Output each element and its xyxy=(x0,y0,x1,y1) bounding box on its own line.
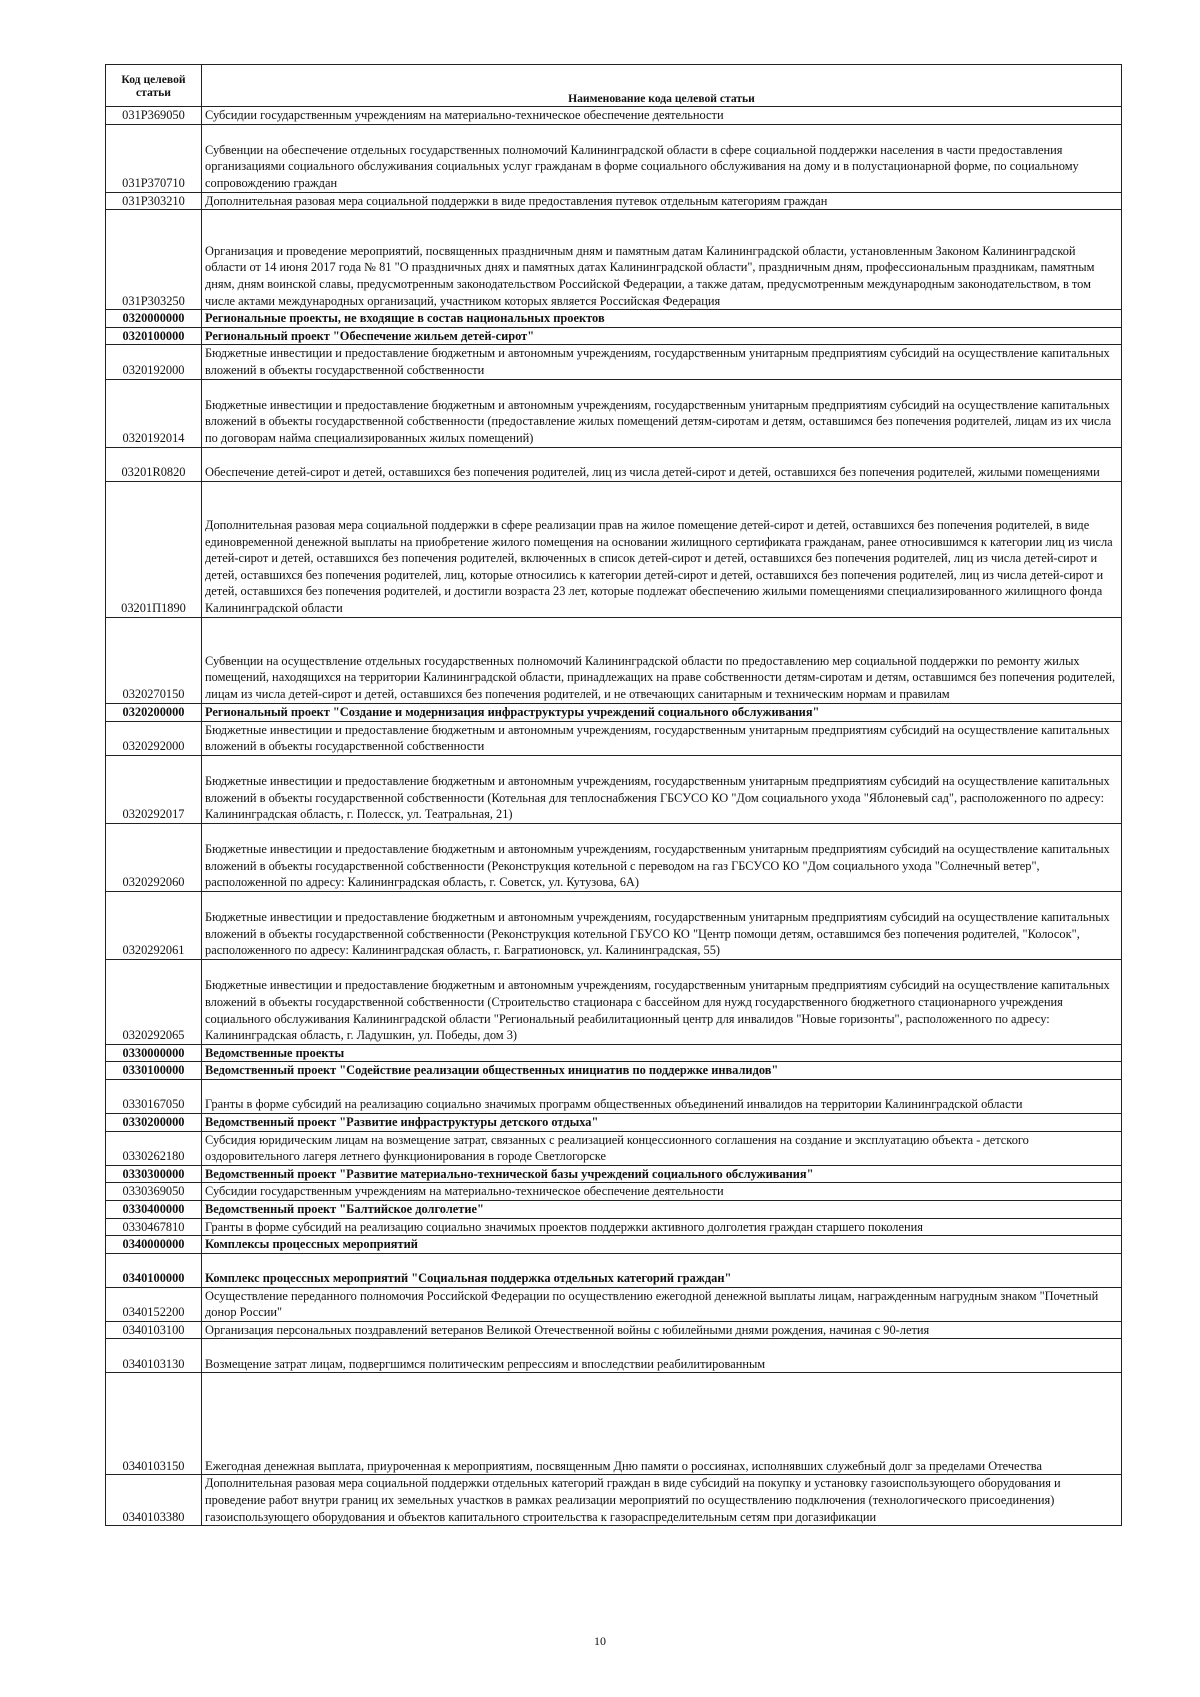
table-row xyxy=(106,1044,1122,1062)
table-row xyxy=(106,755,1122,823)
table-row xyxy=(106,1165,1122,1183)
table-row xyxy=(106,124,1122,192)
table-row xyxy=(106,447,1122,481)
table-row xyxy=(106,310,1122,328)
table-row xyxy=(106,192,1122,210)
row-code-cell: 0330400000 xyxy=(106,1200,202,1218)
row-code-cell: 03201П1890 xyxy=(106,481,202,617)
table-row xyxy=(106,617,1122,703)
row-code-cell: 0340000000 xyxy=(106,1236,202,1254)
row-name-cell: Организация персональных поздравлений ветеранов Великой Отечественной войны с юбилейными днями рождения, начиная с 90-летия xyxy=(202,1321,1122,1339)
row-name-cell: Ведомственный проект "Развитие инфраструктуры детского отдыха" xyxy=(202,1113,1122,1131)
row-name-cell: Субвенции на обеспечение отдельных государственных полномочий Калининградской области в сфере социальной поддержки населения в части предоставления организациями социального обслуживания социальных услуг гражданам в форме социального обслуживания на дому и в полустационарной форме, по социальному сопровождению граждан xyxy=(202,124,1122,192)
row-code-cell: 0330467810 xyxy=(106,1218,202,1236)
row-code-cell: 0330262180 xyxy=(106,1131,202,1165)
row-name-cell: Гранты в форме субсидий на реализацию социально значимых проектов поддержки активного долголетия граждан старшего поколения xyxy=(202,1218,1122,1236)
table-row xyxy=(106,327,1122,345)
row-code-cell: 0330100000 xyxy=(106,1062,202,1080)
row-name-cell: Региональные проекты, не входящие в состав национальных проектов xyxy=(202,310,1122,328)
table-row xyxy=(106,1475,1122,1526)
row-code-cell: 031P369050 xyxy=(106,107,202,125)
table-row xyxy=(106,1339,1122,1373)
table-row xyxy=(106,959,1122,1044)
row-code-cell: 031P303210 xyxy=(106,192,202,210)
table-row xyxy=(106,1253,1122,1287)
row-code-cell: 0320270150 xyxy=(106,617,202,703)
row-name-cell: Бюджетные инвестиции и предоставление бюджетным и автономным учреждениям, государственным унитарным предприятиям субсидий на осуществление капитальных вложений в объекты государственной собственности (Строительство стационара с бассейном для нужд государственного бюджетного стационарного учреждения социального обслуживания Калининградской области "Региональный реабилитационный центр для инвалидов "Новые горизонты", расположенного по адресу: Калининградская область, г. Ладушкин, ул. Победы, дом 3) xyxy=(202,959,1122,1044)
row-name-cell: Бюджетные инвестиции и предоставление бюджетным и автономным учреждениям, государственным унитарным предприятиям субсидий на осуществление капитальных вложений в объекты государственной собственности (Реконструкция котельной с переводом на газ ГБСУСО КО "Дом социального ухода "Солнечный ветер", расположенной по адресу: Калининградская область, г. Советск, ул. Кутузова, 6А) xyxy=(202,823,1122,891)
table-header-row xyxy=(106,65,1122,107)
row-name-cell: Региональный проект "Создание и модернизация инфраструктуры учреждений социального обслуживания" xyxy=(202,703,1122,721)
table-row xyxy=(106,721,1122,755)
row-name-cell: Обеспечение детей-сирот и детей, оставшихся без попечения родителей, лиц из числа детей-сирот и детей, оставшихся без попечения родителей, жилыми помещениями xyxy=(202,447,1122,481)
row-name-cell: Субсидии государственным учреждениям на материально-техническое обеспечение деятельности xyxy=(202,107,1122,125)
table-row xyxy=(106,1183,1122,1201)
row-code-cell: 0340103100 xyxy=(106,1321,202,1339)
table-row xyxy=(106,1062,1122,1080)
row-code-cell: 0320292017 xyxy=(106,755,202,823)
row-name-cell: Ведомственный проект "Развитие материально-технической базы учреждений социального обслуживания" xyxy=(202,1165,1122,1183)
row-code-cell: 0330369050 xyxy=(106,1183,202,1201)
table-row xyxy=(106,210,1122,310)
table-row xyxy=(106,703,1122,721)
row-name-cell: Возмещение затрат лицам, подвергшимся политическим репрессиям и впоследствии реабилитированным xyxy=(202,1339,1122,1373)
target-article-codes-table xyxy=(105,64,1122,1526)
row-code-cell: 0340103380 xyxy=(106,1475,202,1526)
row-code-cell: 0320192014 xyxy=(106,379,202,447)
table-row xyxy=(106,481,1122,617)
row-name-cell: Ведомственный проект "Содействие реализации общественных инициатив по поддержке инвалидов" xyxy=(202,1062,1122,1080)
table-row xyxy=(106,107,1122,125)
row-code-cell: 0320292065 xyxy=(106,959,202,1044)
table-row xyxy=(106,1321,1122,1339)
row-name-cell: Бюджетные инвестиции и предоставление бюджетным и автономным учреждениям, государственным унитарным предприятиям субсидий на осуществление капитальных вложений в объекты государственной собственности (предоставление жилых помещений детям-сиротам и детям, оставшимся без попечения родителей, лицам из их числа по договорам найма специализированных жилых помещений) xyxy=(202,379,1122,447)
row-code-cell: 0320000000 xyxy=(106,310,202,328)
row-name-cell: Бюджетные инвестиции и предоставление бюджетным и автономным учреждениям, государственным унитарным предприятиям субсидий на осуществление капитальных вложений в объекты государственной собственности xyxy=(202,721,1122,755)
table-row xyxy=(106,1079,1122,1113)
row-name-cell: Бюджетные инвестиции и предоставление бюджетным и автономным учреждениям, государственным унитарным предприятиям субсидий на осуществление капитальных вложений в объекты государственной собственности (Котельная для теплоснабжения ГБСУСО КО "Дом социального ухода "Яблоневый сад", расположенного по адресу: Калининградская область, г. Полесск, ул. Театральная, 21) xyxy=(202,755,1122,823)
row-name-cell: Бюджетные инвестиции и предоставление бюджетным и автономным учреждениям, государственным унитарным предприятиям субсидий на осуществление капитальных вложений в объекты государственной собственности (Реконструкция котельной ГБУСО КО "Центр помощи детям, оставшимся без попечения родителей, "Колосок", расположенного по адресу: Калининградская область, г. Багратионовск, ул. Калининградская, 55) xyxy=(202,891,1122,959)
row-name-cell: Ежегодная денежная выплата, приуроченная к мероприятиям, посвященным Дню памяти о россиянах, исполнявших служебный долг за пределами Отечества xyxy=(202,1373,1122,1475)
row-name-cell: Ведомственный проект "Балтийское долголетие" xyxy=(202,1200,1122,1218)
row-code-cell: 0340103150 xyxy=(106,1373,202,1475)
row-name-cell: Комплекс процессных мероприятий "Социальная поддержка отдельных категорий граждан" xyxy=(202,1253,1122,1287)
table-row xyxy=(106,1287,1122,1321)
row-name-cell: Субсидия юридическим лицам на возмещение затрат, связанных с реализацией концессионного соглашения на создание и эксплуатацию объекта - детского оздоровительного лагеря летнего функционирования в городе Светлогорске xyxy=(202,1131,1122,1165)
row-code-cell: 0320200000 xyxy=(106,703,202,721)
row-name-cell: Комплексы процессных мероприятий xyxy=(202,1236,1122,1254)
row-code-cell: 0330167050 xyxy=(106,1079,202,1113)
row-code-cell: 0330200000 xyxy=(106,1113,202,1131)
table-body xyxy=(106,107,1122,1526)
table-row xyxy=(106,1218,1122,1236)
code-column-header: Код целевой статьи xyxy=(106,65,202,107)
row-code-cell: 0340100000 xyxy=(106,1253,202,1287)
table-row xyxy=(106,1113,1122,1131)
row-name-cell: Организация и проведение мероприятий, посвященных праздничным дням и памятным датам Калининградской области, установленным Законом Калининградской области от 14 июня 2017 года № 81 "О праздничных днях и памятных датах Калининградской области", праздничным дням, профессиональным праздникам, памятным дням, дням воинской славы, предусмотренным законодательством Российской Федерации, а также датам, предусмотренным международным законодательством, в том числе актами международных организаций, участником которых является Российская Федерация xyxy=(202,210,1122,310)
row-code-cell: 0330300000 xyxy=(106,1165,202,1183)
table-row xyxy=(106,1373,1122,1475)
row-code-cell: 0320100000 xyxy=(106,327,202,345)
row-name-cell: Региональный проект "Обеспечение жильем детей-сирот" xyxy=(202,327,1122,345)
table-row xyxy=(106,1236,1122,1254)
name-column-header: Наименование кода целевой статьи xyxy=(202,65,1122,107)
row-code-cell: 031P303250 xyxy=(106,210,202,310)
row-name-cell: Бюджетные инвестиции и предоставление бюджетным и автономным учреждениям, государственным унитарным предприятиям субсидий на осуществление капитальных вложений в объекты государственной собственности xyxy=(202,345,1122,379)
page-number: 10 xyxy=(594,1634,606,1648)
row-code-cell: 0320292060 xyxy=(106,823,202,891)
table-row xyxy=(106,891,1122,959)
row-code-cell: 0330000000 xyxy=(106,1044,202,1062)
row-code-cell: 0320192000 xyxy=(106,345,202,379)
table-row xyxy=(106,823,1122,891)
row-name-cell: Дополнительная разовая мера социальной поддержки отдельных категорий граждан в виде субсидий на покупку и установку газоиспользующего оборудования и проведение работ внутри границ их земельных участков в рамках реализации мероприятий по осуществлению подключения (технологического присоединения) газоиспользующего оборудования и объектов капитального строительства к газораспределительным сетям при догазификации xyxy=(202,1475,1122,1526)
row-code-cell: 031P370710 xyxy=(106,124,202,192)
row-code-cell: 0340152200 xyxy=(106,1287,202,1321)
row-name-cell: Субвенции на осуществление отдельных государственных полномочий Калининградской области по предоставлению мер социальной поддержки по ремонту жилых помещений, находящихся на территории Калининградской области, принадлежащих на праве собственности детям-сиротам и детям, оставшимся без попечения родителей, лицам из числа детей-сирот и детей, оставшихся без попечения родителей, и не отвечающих санитарным и техническим нормам и правилам xyxy=(202,617,1122,703)
row-name-cell: Ведомственные проекты xyxy=(202,1044,1122,1062)
row-name-cell: Дополнительная разовая мера социальной поддержки в сфере реализации прав на жилое помещение детей-сирот и детей, оставшихся без попечения родителей, в виде единовременной денежной выплаты на приобретение жилого помещения на основании жилищного сертификата гражданам, ранее относившимся к категории лиц из числа детей-сирот и детей, оставшихся без попечения родителей, включенных в список детей-сирот и детей, оставшихся без попечения родителей, лиц из числа детей-сирот и детей, оставшихся без попечения родителей, лиц, которые относились к категории детей-сирот и детей, оставшихся без попечения родителей, лиц из числа детей-сирот и детей, оставшихся без попечения родителей, и достигли возраста 23 лет, которые подлежат обеспечению жилыми помещениями специализированного жилищного фонда Калининградской области xyxy=(202,481,1122,617)
table-row xyxy=(106,379,1122,447)
row-code-cell: 03201R0820 xyxy=(106,447,202,481)
row-name-cell: Дополнительная разовая мера социальной поддержки в виде предоставления путевок отдельным категориям граждан xyxy=(202,192,1122,210)
row-code-cell: 0320292000 xyxy=(106,721,202,755)
table-row xyxy=(106,1200,1122,1218)
table-row xyxy=(106,345,1122,379)
table-row xyxy=(106,1131,1122,1165)
row-name-cell: Гранты в форме субсидий на реализацию социально значимых программ общественных объединений инвалидов на территории Калининградской области xyxy=(202,1079,1122,1113)
row-name-cell: Осуществление переданного полномочия Российской Федерации по осуществлению ежегодной денежной выплаты лицам, награжденным нагрудным знаком "Почетный донор России" xyxy=(202,1287,1122,1321)
row-name-cell: Субсидии государственным учреждениям на материально-техническое обеспечение деятельности xyxy=(202,1183,1122,1201)
row-code-cell: 0340103130 xyxy=(106,1339,202,1373)
row-code-cell: 0320292061 xyxy=(106,891,202,959)
